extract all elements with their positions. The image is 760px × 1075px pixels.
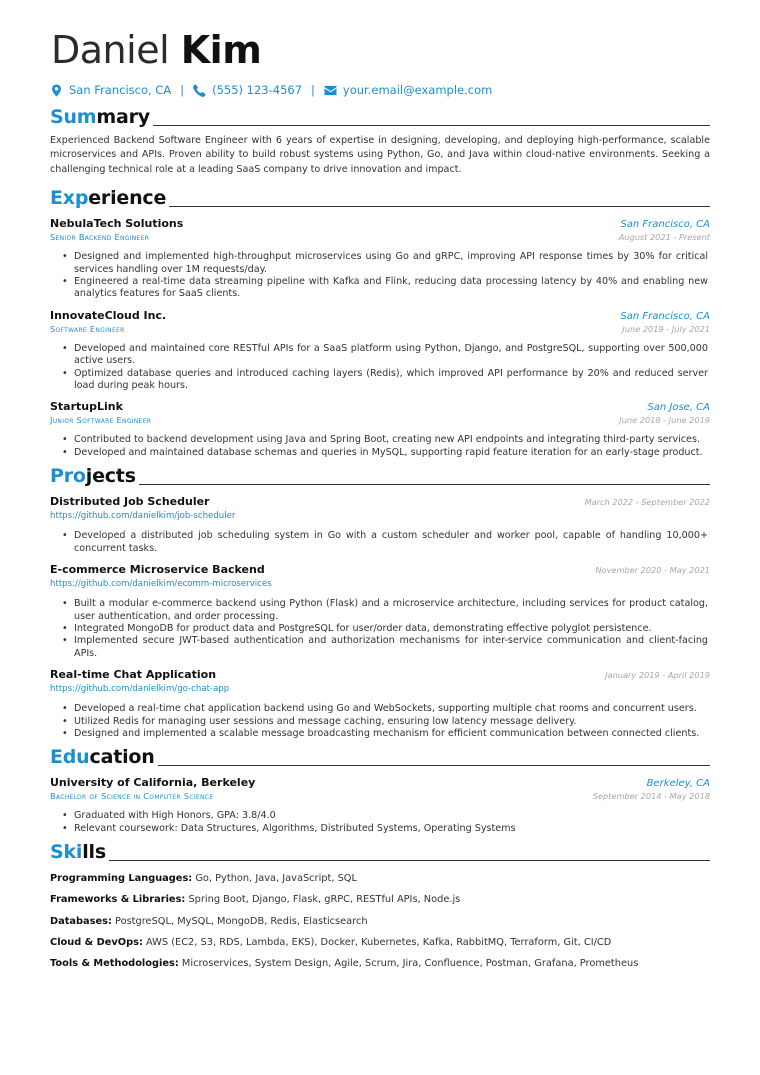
job-dates: August 2021 - Present <box>618 232 710 243</box>
skill-label: Tools & Methodologies: <box>50 958 179 970</box>
bullet-list <box>50 251 710 301</box>
contact-separator: | <box>311 83 315 97</box>
project-name: E-commerce Microservice Backend <box>50 563 265 577</box>
section-header-experience <box>50 185 710 209</box>
contact-separator: | <box>180 83 185 97</box>
job-title: Junior Software Engineer <box>50 415 152 426</box>
job-dates: June 2019 - July 2021 <box>622 323 710 334</box>
skill-label: Databases: <box>50 915 112 927</box>
section-header-skills <box>50 839 710 863</box>
contact-location <box>50 83 171 97</box>
project-link[interactable]: https://github.com/danielkim/ecomm-microservices <box>50 579 272 590</box>
phone-icon <box>193 84 206 97</box>
project-dates: March 2022 - September 2022 <box>584 497 710 508</box>
project-dates: November 2020 - May 2021 <box>595 565 710 576</box>
experience-entry <box>50 309 710 393</box>
bullet-item: • Graduated with High Honors, GPA: 3.8/4.0 <box>74 810 710 822</box>
section-title-accent: Sum <box>50 106 97 128</box>
company-name: InnovateCloud Inc. <box>50 308 167 322</box>
section-title-experience <box>50 187 166 209</box>
last-name: Kim <box>180 28 262 72</box>
section-title-projects <box>50 465 136 487</box>
job-location: San Francisco, CA <box>620 219 710 231</box>
bullet-item: • Engineered a real-time data streaming pipeline with Kafka and Flink, reducing data processing latency by 40% and enabling new analytics features for SaaS clients. <box>74 276 710 301</box>
skill-label: Programming Languages: <box>50 873 193 885</box>
job-title: Software Engineer <box>50 323 125 334</box>
project-entry <box>50 563 710 660</box>
section-title-summary <box>50 106 150 128</box>
section-rule <box>158 765 710 766</box>
section-title-rest: mary <box>96 106 150 128</box>
skill-value: Go, Python, Java, JavaScript, SQL <box>195 873 357 885</box>
bullet-item: • Designed and implemented a scalable message broadcasting mechanism for efficient communication between connected clients. <box>74 728 710 740</box>
skill-value: Microservices, System Design, Agile, Scrum, Jira, Confluence, Postman, Grafana, Prometheus <box>181 958 639 970</box>
job-dates: June 2018 - June 2019 <box>619 415 710 426</box>
section-title-rest: jects <box>85 465 136 488</box>
project-dates: January 2019 - April 2019 <box>605 670 710 681</box>
bullet-item: • Built a modular e-commerce backend using Python (Flask) and a microservice architecture, including services for product catalog, user authentication, and order processing. <box>74 598 710 623</box>
skill-value: AWS (EC2, S3, RDS, Lambda, EKS), Docker, Kubernetes, Kafka, RabbitMQ, Terraform, Git, CI/CD <box>146 937 612 949</box>
bullet-list <box>50 810 710 835</box>
project-entry <box>50 668 710 740</box>
section-title-accent: Exp <box>50 187 89 210</box>
section-title-accent: Ski <box>50 841 83 864</box>
bullet-item: • Relevant coursework: Data Structures, Algorithms, Distributed Systems, Operating Systems <box>74 823 710 835</box>
bullet-list <box>50 530 710 555</box>
bullet-item: • Developed and maintained database schemas and queries in MySQL, supporting rapid feature iteration for an early-stage product. <box>74 447 710 459</box>
section-rule <box>109 860 710 861</box>
candidate-name <box>51 26 710 74</box>
skill-label: Cloud & DevOps: <box>50 937 143 949</box>
bullet-list <box>50 343 710 393</box>
section-header-projects <box>50 463 710 487</box>
bullet-item: • Contributed to backend development using Java and Spring Boot, creating new API endpoints and integrating third-party services. <box>74 434 710 446</box>
education-dates: September 2014 - May 2018 <box>592 791 710 802</box>
section-rule <box>139 484 710 485</box>
section-header-education <box>50 744 710 768</box>
degree: Bachelor of Science in Computer Science <box>50 791 214 802</box>
phone-text: (555) 123-4567 <box>212 83 303 97</box>
first-name: Daniel <box>51 28 170 72</box>
section-header-summary <box>50 104 710 128</box>
skill-value: Spring Boot, Django, Flask, gRPC, RESTful APIs, Node.js <box>188 894 461 906</box>
experience-entry <box>50 400 710 459</box>
section-title-accent: Edu <box>50 746 90 769</box>
section-title-accent: Pro <box>50 465 86 488</box>
envelope-icon <box>324 84 337 97</box>
skill-row <box>50 936 710 950</box>
bullet-item: • Optimized database queries and introduced caching layers (Redis), which improved API performance by 20% and reduced server load during peak hours. <box>74 368 710 393</box>
bullet-item: • Utilized Redis for managing user sessions and message caching, ensuring low latency message delivery. <box>74 716 710 728</box>
project-link[interactable]: https://github.com/danielkim/go-chat-app <box>50 684 230 695</box>
school-name: University of California, Berkeley <box>50 776 256 790</box>
section-rule <box>169 206 710 207</box>
project-name: Real-time Chat Application <box>50 668 217 682</box>
company-name: NebulaTech Solutions <box>50 217 184 231</box>
section-rule <box>153 125 710 126</box>
bullet-item: • Integrated MongoDB for product data and PostgreSQL for user/order data, demonstrating effective polyglot persistence. <box>74 623 710 635</box>
bullet-list <box>50 598 710 660</box>
location-text: San Francisco, CA <box>69 83 172 97</box>
bullet-item: • Developed and maintained core RESTful APIs for a SaaS platform using Python, Django, and PostgreSQL, supporting over 500,000 active users. <box>74 343 710 368</box>
skill-label: Frameworks & Libraries: <box>50 894 186 906</box>
contact-line <box>50 83 710 97</box>
bullet-list <box>50 703 710 740</box>
section-title-education <box>50 746 155 768</box>
skill-row <box>50 893 710 907</box>
project-name: Distributed Job Scheduler <box>50 495 210 509</box>
section-title-skills <box>50 841 106 863</box>
summary-text: Experienced Backend Software Engineer with 6 years of expertise in designing, developing, and deploying high-performance, scalable microservices and APIs. Proven ability to build robust systems using Python, Go, and Java within cloud-native environments. Seeking a challenging technical role at a leading SaaS company to drive innovation and impact. <box>50 135 710 175</box>
bullet-list <box>50 434 710 459</box>
school-location: Berkeley, CA <box>646 778 710 790</box>
company-name: StartupLink <box>50 400 123 414</box>
contact-phone[interactable] <box>193 83 302 97</box>
section-title-rest: lls <box>82 841 106 864</box>
experience-entry <box>50 217 710 301</box>
email-link: your.email@example.com <box>342 83 493 97</box>
map-pin-icon <box>50 84 63 97</box>
project-link[interactable]: https://github.com/danielkim/job-scheduler <box>50 511 236 522</box>
bullet-item: • Designed and implemented high-throughput microservices using Go and gRPC, improving API response times by 30% for critical services handling over 1M requests/day. <box>74 251 710 276</box>
job-title: Senior Backend Engineer <box>50 232 150 243</box>
skill-value: PostgreSQL, MySQL, MongoDB, Redis, Elasticsearch <box>115 915 368 927</box>
bullet-item: • Implemented secure JWT-based authentication and authorization mechanisms for inter-service communication and client-facing APIs. <box>74 635 710 660</box>
skill-row <box>50 957 710 971</box>
bullet-item: • Developed a real-time chat application backend using Go and WebSockets, supporting multiple chat rooms and concurrent users. <box>74 703 710 715</box>
education-entry <box>50 776 710 835</box>
skill-row <box>50 915 710 929</box>
job-location: San Francisco, CA <box>620 310 710 322</box>
skill-row <box>50 872 710 886</box>
section-title-rest: cation <box>89 746 155 769</box>
project-entry <box>50 495 710 555</box>
contact-email[interactable] <box>324 83 492 97</box>
bullet-item: • Developed a distributed job scheduling system in Go with a custom scheduler and worker pool, capable of handling 10,000+ concurrent tasks. <box>74 530 710 555</box>
job-location: San Jose, CA <box>647 402 710 414</box>
section-title-rest: erience <box>88 187 167 210</box>
